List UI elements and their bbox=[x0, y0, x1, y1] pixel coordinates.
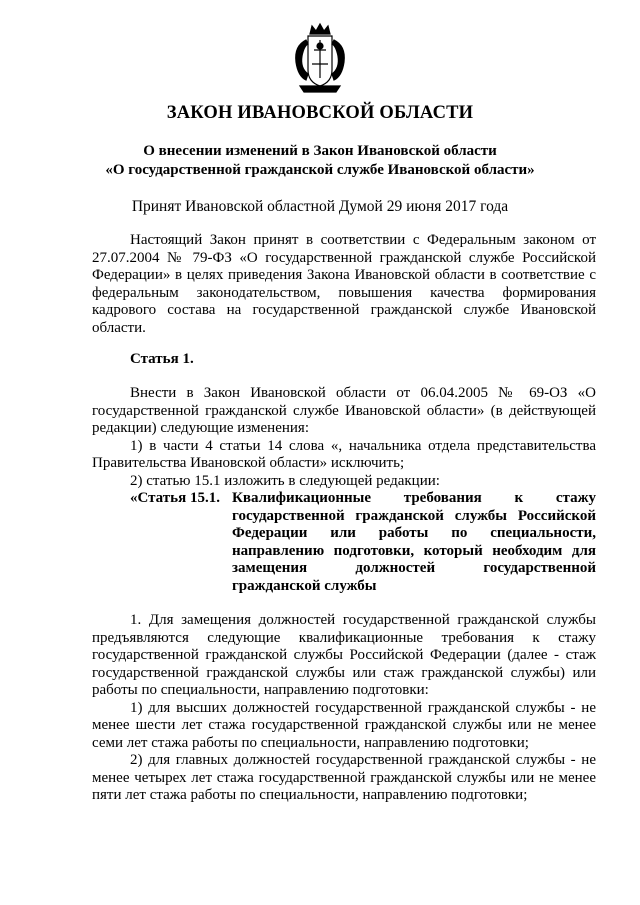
article1-heading-block bbox=[92, 351, 596, 369]
new-article-number: «Статья 15.1. bbox=[130, 490, 220, 506]
new-article-heading bbox=[92, 490, 596, 595]
new-article-title: Квалификационные требования к стажу государственной гражданской службы Российской Федерации или работы по специальности, направлению подготовки, который необходим для замещения должностей государственной гражданской службы bbox=[232, 490, 596, 594]
document-title: ЗАКОН ИВАНОВСКОЙ ОБЛАСТИ bbox=[166, 103, 474, 123]
article1-heading: Статья 1. bbox=[130, 351, 194, 367]
change-item-1: 1) в части 4 статьи 14 слова «, начальника отдела представительства Правительства Ивановской области» исключить; bbox=[92, 437, 596, 471]
article-15-1-body bbox=[92, 612, 596, 805]
change-item-2: 2) статью 15.1 изложить в следующей редакции: bbox=[130, 472, 440, 489]
subtitle-line-1: О внесении изменений в Закон Ивановской области bbox=[143, 143, 497, 159]
article1-body bbox=[92, 385, 596, 595]
document-subtitle bbox=[0, 142, 640, 180]
list-item-2: 2) для главных должностей государственной гражданской службы - не менее четырех лет стажа государственной гражданской службы или не менее пяти лет стажа работы по специальности, направлению подготовки; bbox=[92, 752, 596, 803]
preamble-block bbox=[92, 232, 596, 337]
adoption-note: Принят Ивановской областной Думой 29 июня 2017 года bbox=[131, 198, 509, 215]
article1-intro: Внести в Закон Ивановской области от 06.04.2005 № 69-ОЗ «О государственной гражданской службе Ивановской области» (в действующей редакции) следующие изменения: bbox=[92, 385, 596, 436]
list-item-1: 1) для высших должностей государственной гражданской службы - не менее шести лет стажа государственной гражданской службы или не менее семи лет стажа работы по специальности, направлению подготовки; bbox=[92, 699, 596, 751]
subtitle-line-2: «О государственной гражданской службе Ивановской области» bbox=[105, 162, 535, 178]
coat-of-arms-icon bbox=[288, 20, 352, 96]
paragraph-1: 1. Для замещения должностей государственной гражданской службы предъявляются следующие квалификационные требования к стажу государственной гражданской службы Российской Федерации (далее - стаж государственной гражданской службы или стаж гражданской службы) или работы по специальности, направлению подготовки: bbox=[92, 612, 596, 698]
preamble-text: Настоящий Закон принят в соответствии с Федеральным законом от 27.07.2004 № 79-ФЗ «О государственной гражданской службе Российской Федерации» в целях приведения Закона Ивановской области в соответствие с федеральным законодательством, повышения качества формирования кадрового состава на государственной гражданской службе Ивановской области. bbox=[92, 232, 596, 336]
